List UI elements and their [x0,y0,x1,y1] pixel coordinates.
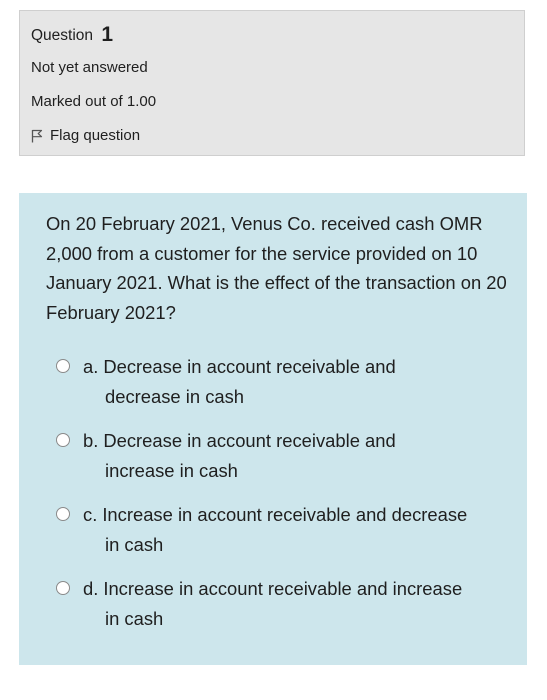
question-marks: Marked out of 1.00 [31,93,157,110]
answer-option-c[interactable] [56,500,516,559]
question-info-panel [19,10,525,156]
radio-button-b[interactable] [56,433,70,447]
answer-option-a[interactable] [56,352,516,411]
option-letter: b. [83,430,99,451]
option-line1: Decrease in account receivable and [103,430,396,451]
answer-option-text [83,426,503,485]
answer-option-d[interactable] [56,574,516,633]
radio-button-d[interactable] [56,581,70,595]
answer-option-b[interactable] [56,426,516,485]
flag-icon [31,129,43,143]
question-heading [31,22,113,46]
radio-button-a[interactable] [56,359,70,373]
question-status: Not yet answered [31,59,148,76]
option-line1: Increase in account receivable and increase [103,578,463,599]
option-letter: c. [83,504,98,525]
option-line2: in cash [105,607,164,629]
answer-option-text [83,574,516,633]
option-letter: d. [83,578,99,599]
question-label: Question [31,27,94,44]
question-text: On 20 February 2021, Venus Co. received cash OMR 2,000 from a customer for the service provided on 10 January 2021. What is the effect of the transaction on 20 February 2021? [46,213,507,323]
question-number: 1 [101,23,114,46]
flag-question-link[interactable] [31,127,140,144]
answer-option-text [83,500,516,559]
option-line1: Decrease in account receivable and [103,356,396,377]
option-line2: decrease in cash [105,385,245,407]
option-line2: in cash [105,533,164,555]
option-letter: a. [83,356,99,377]
option-line2: increase in cash [105,459,238,481]
radio-button-c[interactable] [56,507,70,521]
question-content-panel [19,193,527,665]
flag-question-label: Flag question [50,127,141,144]
answer-option-text [83,352,503,411]
option-line1: Increase in account receivable and decrease [102,504,468,525]
